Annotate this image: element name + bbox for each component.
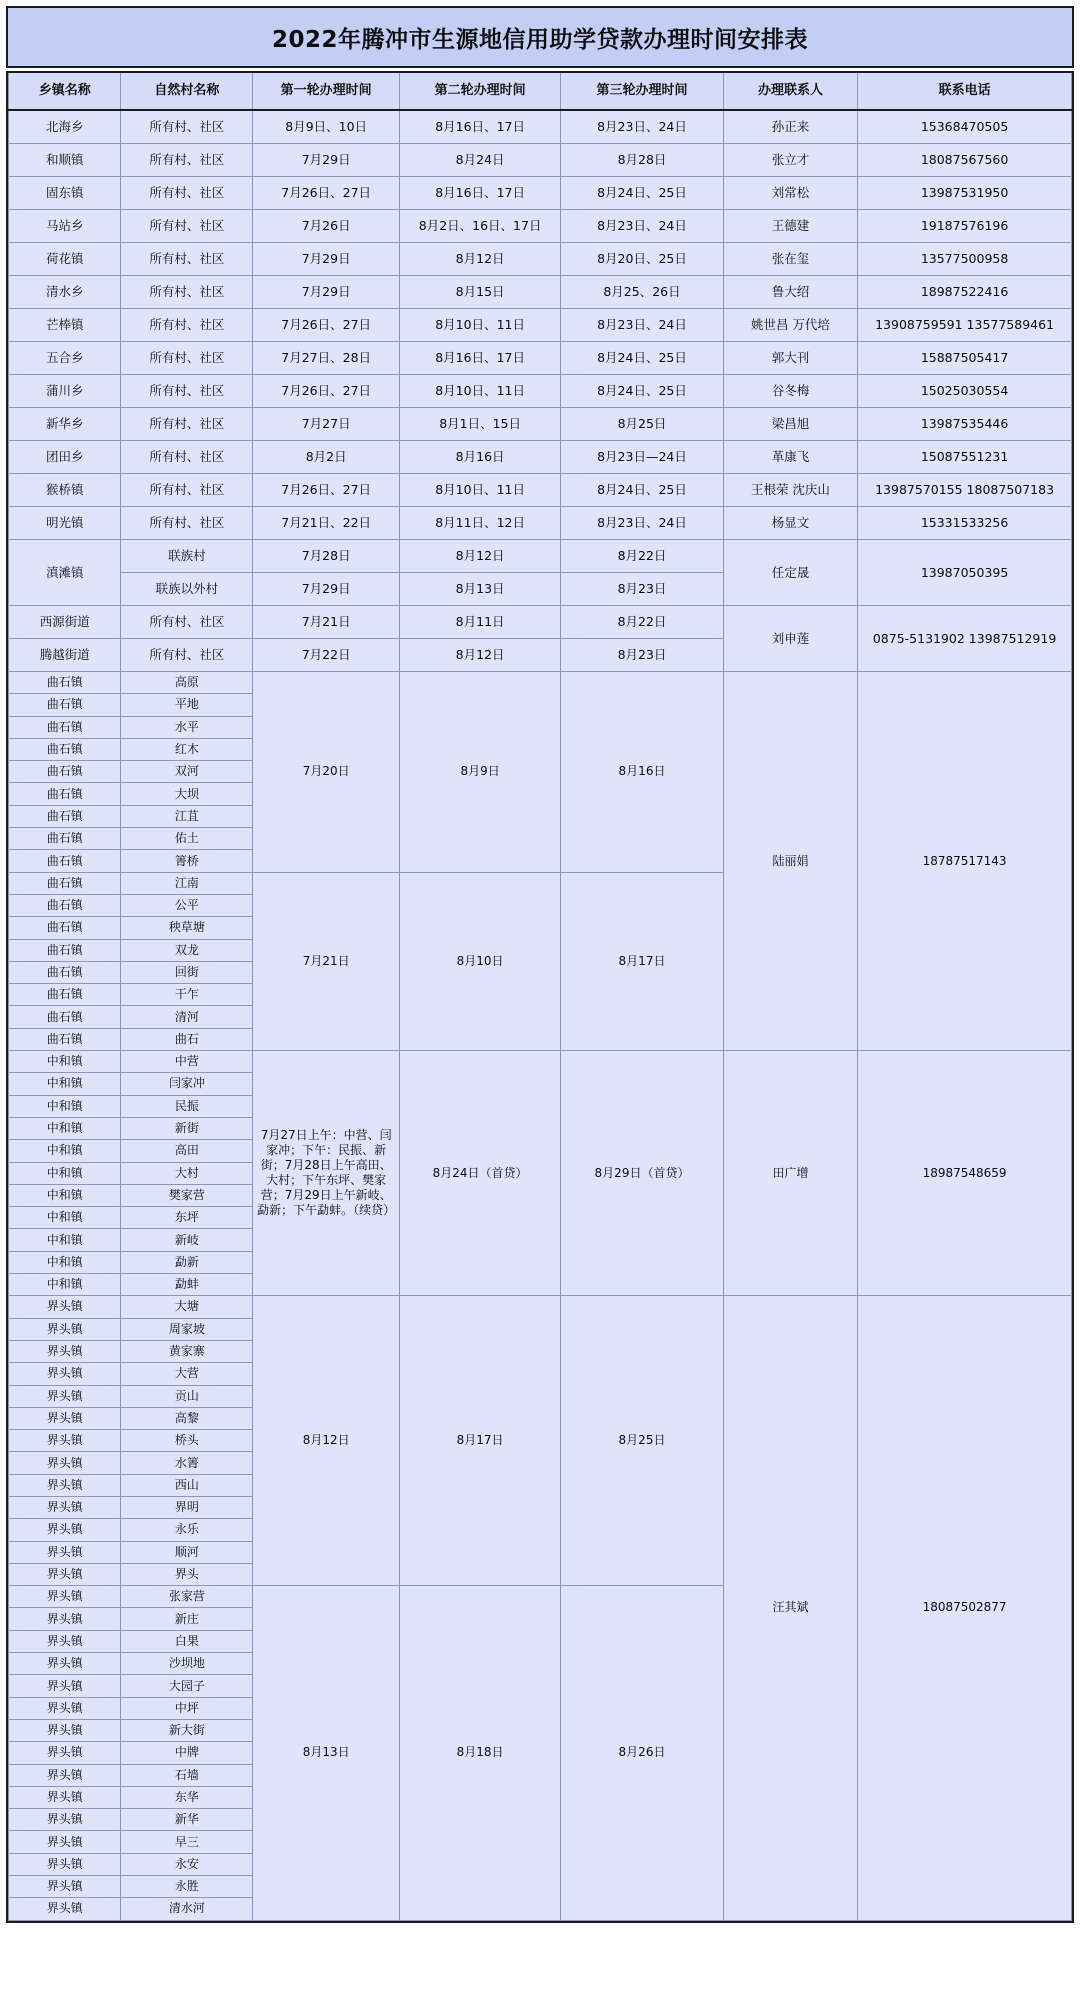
cell-round2: 8月16日、17日	[399, 177, 560, 210]
cell-round3: 8月23日、24日	[561, 309, 724, 342]
table-wrapper	[6, 71, 1074, 1923]
cell-phone: 15331533256	[858, 507, 1072, 540]
cell-village: 中坪	[121, 1697, 253, 1719]
cell-town: 界头镇	[9, 1452, 121, 1474]
column-header-phone: 联系电话	[858, 72, 1072, 110]
cell-round3: 8月23日、24日	[561, 210, 724, 243]
cell-round2: 8月13日	[399, 573, 560, 606]
cell-round2: 8月12日	[399, 243, 560, 276]
cell-village: 大园子	[121, 1675, 253, 1697]
cell-round3: 8月16日	[561, 672, 724, 873]
cell-town: 五合乡	[9, 342, 121, 375]
cell-contact: 汪其斌	[723, 1296, 857, 1920]
cell-town: 中和镇	[9, 1051, 121, 1073]
cell-round1: 7月26日、27日	[253, 375, 400, 408]
cell-town: 曲石镇	[9, 672, 121, 694]
cell-round2: 8月10日、11日	[399, 309, 560, 342]
cell-round2: 8月11日	[399, 606, 560, 639]
cell-town: 界头镇	[9, 1318, 121, 1340]
cell-town: 芒棒镇	[9, 309, 121, 342]
cell-village: 平地	[121, 694, 253, 716]
cell-round1: 7月22日	[253, 639, 400, 672]
cell-round2: 8月10日、11日	[399, 474, 560, 507]
table-row	[9, 210, 1072, 243]
cell-village: 界头	[121, 1563, 253, 1585]
cell-round1: 7月28日	[253, 540, 400, 573]
table-row	[9, 342, 1072, 375]
cell-village: 民振	[121, 1095, 253, 1117]
cell-town: 中和镇	[9, 1184, 121, 1206]
cell-round3: 8月24日、25日	[561, 474, 724, 507]
cell-village: 高黎	[121, 1407, 253, 1429]
cell-village: 新岐	[121, 1229, 253, 1251]
cell-town: 腾越街道	[9, 639, 121, 672]
cell-village: 所有村、社区	[121, 408, 253, 441]
cell-phone: 15368470505	[858, 110, 1072, 144]
cell-town: 曲石镇	[9, 1028, 121, 1050]
cell-phone: 18087567560	[858, 144, 1072, 177]
cell-round2: 8月10日、11日	[399, 375, 560, 408]
cell-round3: 8月24日、25日	[561, 177, 724, 210]
cell-town: 界头镇	[9, 1296, 121, 1318]
cell-round3: 8月28日	[561, 144, 724, 177]
table-row	[9, 177, 1072, 210]
cell-village: 永安	[121, 1853, 253, 1875]
cell-town: 界头镇	[9, 1340, 121, 1362]
cell-round3: 8月23日—24日	[561, 441, 724, 474]
cell-village: 张家营	[121, 1586, 253, 1608]
cell-village: 联族村	[121, 540, 253, 573]
cell-village: 白果	[121, 1630, 253, 1652]
cell-village: 所有村、社区	[121, 243, 253, 276]
cell-town: 蒲川乡	[9, 375, 121, 408]
cell-town: 中和镇	[9, 1207, 121, 1229]
cell-town: 新华乡	[9, 408, 121, 441]
cell-town: 中和镇	[9, 1117, 121, 1139]
cell-town: 滇滩镇	[9, 540, 121, 606]
cell-town: 界头镇	[9, 1519, 121, 1541]
cell-village: 所有村、社区	[121, 342, 253, 375]
cell-round3: 8月23日、24日	[561, 110, 724, 144]
cell-village: 新庄	[121, 1608, 253, 1630]
cell-round2: 8月10日	[399, 872, 560, 1050]
cell-town: 清水乡	[9, 276, 121, 309]
cell-round2: 8月17日	[399, 1296, 560, 1586]
cell-round1: 7月29日	[253, 243, 400, 276]
cell-town: 和顺镇	[9, 144, 121, 177]
table-row	[9, 408, 1072, 441]
cell-town: 曲石镇	[9, 828, 121, 850]
cell-village: 红木	[121, 738, 253, 760]
cell-village: 所有村、社区	[121, 309, 253, 342]
cell-town: 曲石镇	[9, 716, 121, 738]
cell-round2: 8月24日	[399, 144, 560, 177]
cell-village: 高原	[121, 672, 253, 694]
cell-village: 干乍	[121, 984, 253, 1006]
cell-round1: 8月12日	[253, 1296, 400, 1586]
cell-round3: 8月22日	[561, 540, 724, 573]
cell-town: 界头镇	[9, 1363, 121, 1385]
cell-village: 清水河	[121, 1898, 253, 1920]
cell-town: 曲石镇	[9, 984, 121, 1006]
cell-village: 永乐	[121, 1519, 253, 1541]
cell-round1: 7月29日	[253, 573, 400, 606]
cell-village: 水箐	[121, 1452, 253, 1474]
cell-village: 新大街	[121, 1719, 253, 1741]
cell-village: 勐新	[121, 1251, 253, 1273]
cell-village: 石墙	[121, 1764, 253, 1786]
cell-town: 曲石镇	[9, 939, 121, 961]
cell-village: 所有村、社区	[121, 375, 253, 408]
column-header-town: 乡镇名称	[9, 72, 121, 110]
cell-village: 佑土	[121, 828, 253, 850]
cell-village: 所有村、社区	[121, 210, 253, 243]
table-header	[9, 72, 1072, 110]
cell-town: 界头镇	[9, 1764, 121, 1786]
cell-village: 界明	[121, 1496, 253, 1518]
cell-village: 大村	[121, 1162, 253, 1184]
cell-round2: 8月15日	[399, 276, 560, 309]
cell-town: 中和镇	[9, 1095, 121, 1117]
cell-round2: 8月2日、16日、17日	[399, 210, 560, 243]
cell-contact: 田广增	[723, 1051, 857, 1296]
table-row	[9, 243, 1072, 276]
cell-town: 马站乡	[9, 210, 121, 243]
cell-town: 荷花镇	[9, 243, 121, 276]
cell-contact: 刘申莲	[723, 606, 857, 672]
cell-town: 界头镇	[9, 1385, 121, 1407]
cell-town: 界头镇	[9, 1474, 121, 1496]
cell-contact: 孙正来	[723, 110, 857, 144]
cell-town: 界头镇	[9, 1697, 121, 1719]
cell-village: 周家坡	[121, 1318, 253, 1340]
table-row	[9, 441, 1072, 474]
cell-round3: 8月23日	[561, 573, 724, 606]
cell-contact: 王德建	[723, 210, 857, 243]
cell-town: 曲石镇	[9, 961, 121, 983]
cell-village: 曲石	[121, 1028, 253, 1050]
cell-contact: 鲁大绍	[723, 276, 857, 309]
cell-village: 西山	[121, 1474, 253, 1496]
cell-village: 永胜	[121, 1876, 253, 1898]
cell-town: 界头镇	[9, 1496, 121, 1518]
cell-town: 团田乡	[9, 441, 121, 474]
cell-phone: 13987531950	[858, 177, 1072, 210]
cell-phone: 15887505417	[858, 342, 1072, 375]
cell-village: 水平	[121, 716, 253, 738]
cell-village: 所有村、社区	[121, 110, 253, 144]
cell-phone: 15087551231	[858, 441, 1072, 474]
cell-round3: 8月22日	[561, 606, 724, 639]
cell-phone: 13908759591 13577589461	[858, 309, 1072, 342]
cell-contact: 谷冬梅	[723, 375, 857, 408]
cell-contact: 姚世昌 万代培	[723, 309, 857, 342]
cell-round1: 7月27日	[253, 408, 400, 441]
cell-phone: 0875-5131902 13987512919	[858, 606, 1072, 672]
cell-town: 界头镇	[9, 1586, 121, 1608]
cell-round2: 8月16日	[399, 441, 560, 474]
cell-town: 中和镇	[9, 1274, 121, 1296]
table-row	[9, 276, 1072, 309]
cell-town: 界头镇	[9, 1407, 121, 1429]
cell-contact: 张在玺	[723, 243, 857, 276]
cell-town: 中和镇	[9, 1251, 121, 1273]
cell-village: 箐桥	[121, 850, 253, 872]
cell-village: 所有村、社区	[121, 276, 253, 309]
cell-round1: 7月27日、28日	[253, 342, 400, 375]
cell-village: 贡山	[121, 1385, 253, 1407]
cell-village: 樊家营	[121, 1184, 253, 1206]
cell-round1: 7月21日	[253, 606, 400, 639]
cell-contact: 革康飞	[723, 441, 857, 474]
cell-town: 界头镇	[9, 1786, 121, 1808]
table-body	[9, 110, 1072, 1920]
cell-town: 曲石镇	[9, 850, 121, 872]
cell-village: 所有村、社区	[121, 177, 253, 210]
cell-village: 东华	[121, 1786, 253, 1808]
cell-round2: 8月16日、17日	[399, 110, 560, 144]
cell-village: 沙坝地	[121, 1653, 253, 1675]
table-row	[9, 309, 1072, 342]
cell-town: 明光镇	[9, 507, 121, 540]
cell-round2: 8月11日、12日	[399, 507, 560, 540]
cell-round2: 8月1日、15日	[399, 408, 560, 441]
cell-contact: 杨显文	[723, 507, 857, 540]
cell-town: 曲石镇	[9, 694, 121, 716]
cell-phone: 18987522416	[858, 276, 1072, 309]
table-row	[9, 375, 1072, 408]
table-row	[9, 1296, 1072, 1318]
cell-round2: 8月12日	[399, 540, 560, 573]
page-title: 2022年腾冲市生源地信用助学贷款办理时间安排表	[271, 26, 808, 53]
cell-village: 中牌	[121, 1742, 253, 1764]
cell-round3: 8月17日	[561, 872, 724, 1050]
schedule-table	[8, 71, 1072, 1921]
cell-village: 江南	[121, 872, 253, 894]
cell-village: 大塘	[121, 1296, 253, 1318]
cell-town: 猴桥镇	[9, 474, 121, 507]
cell-village: 秧草塘	[121, 917, 253, 939]
table-row	[9, 507, 1072, 540]
cell-town: 中和镇	[9, 1229, 121, 1251]
cell-town: 界头镇	[9, 1541, 121, 1563]
cell-phone: 13987535446	[858, 408, 1072, 441]
cell-town: 界头镇	[9, 1608, 121, 1630]
cell-village: 所有村、社区	[121, 639, 253, 672]
cell-contact: 郭大刊	[723, 342, 857, 375]
cell-round1: 8月2日	[253, 441, 400, 474]
cell-town: 界头镇	[9, 1809, 121, 1831]
cell-town: 界头镇	[9, 1853, 121, 1875]
cell-round1: 7月27日上午：中营、闫家冲；下午：民振、新街；7月28日上午高田、大村；下午东坪、樊家营；7月29日上午新岐、勐新；下午勐蚌。（续贷）	[253, 1051, 400, 1296]
cell-town: 曲石镇	[9, 872, 121, 894]
column-header-contact: 办理联系人	[723, 72, 857, 110]
cell-town: 曲石镇	[9, 894, 121, 916]
cell-town: 曲石镇	[9, 761, 121, 783]
cell-village: 黄家寨	[121, 1340, 253, 1362]
cell-contact: 任定晟	[723, 540, 857, 606]
cell-town: 曲石镇	[9, 1006, 121, 1028]
cell-phone: 18987548659	[858, 1051, 1072, 1296]
cell-town: 界头镇	[9, 1630, 121, 1652]
table-row	[9, 540, 1072, 573]
cell-village: 大营	[121, 1363, 253, 1385]
cell-round3: 8月24日、25日	[561, 375, 724, 408]
cell-village: 新华	[121, 1809, 253, 1831]
cell-town: 界头镇	[9, 1653, 121, 1675]
cell-village: 回街	[121, 961, 253, 983]
table-row	[9, 1051, 1072, 1073]
cell-round1: 7月20日	[253, 672, 400, 873]
column-header-round2: 第二轮办理时间	[399, 72, 560, 110]
cell-phone: 18087502877	[858, 1296, 1072, 1920]
cell-town: 中和镇	[9, 1140, 121, 1162]
cell-village: 东坪	[121, 1207, 253, 1229]
cell-village: 闫家冲	[121, 1073, 253, 1095]
cell-round3: 8月23日、24日	[561, 507, 724, 540]
cell-round3: 8月25日	[561, 408, 724, 441]
cell-town: 中和镇	[9, 1162, 121, 1184]
cell-round3: 8月25日	[561, 1296, 724, 1586]
cell-phone: 13987570155 18087507183	[858, 474, 1072, 507]
cell-round3: 8月29日（首贷）	[561, 1051, 724, 1296]
cell-round1: 8月9日、10日	[253, 110, 400, 144]
cell-village: 双龙	[121, 939, 253, 961]
table-row	[9, 144, 1072, 177]
cell-contact: 王根荣 沈庆山	[723, 474, 857, 507]
cell-contact: 陆丽娟	[723, 672, 857, 1051]
cell-phone: 18787517143	[858, 672, 1072, 1051]
cell-village: 所有村、社区	[121, 606, 253, 639]
cell-village: 勐蚌	[121, 1274, 253, 1296]
column-header-village: 自然村名称	[121, 72, 253, 110]
cell-village: 所有村、社区	[121, 474, 253, 507]
cell-town: 北海乡	[9, 110, 121, 144]
cell-round2: 8月24日（首贷）	[399, 1051, 560, 1296]
cell-round1: 7月26日、27日	[253, 177, 400, 210]
cell-round3: 8月20日、25日	[561, 243, 724, 276]
cell-village: 清河	[121, 1006, 253, 1028]
cell-town: 界头镇	[9, 1898, 121, 1920]
document-title-bar	[6, 6, 1074, 68]
cell-village: 公平	[121, 894, 253, 916]
cell-town: 界头镇	[9, 1719, 121, 1741]
cell-round1: 7月26日、27日	[253, 474, 400, 507]
cell-contact: 刘常松	[723, 177, 857, 210]
cell-town: 西源街道	[9, 606, 121, 639]
cell-round1: 7月26日	[253, 210, 400, 243]
cell-village: 顺河	[121, 1541, 253, 1563]
cell-village: 桥头	[121, 1430, 253, 1452]
cell-town: 界头镇	[9, 1742, 121, 1764]
cell-round1: 7月26日、27日	[253, 309, 400, 342]
cell-round3: 8月23日	[561, 639, 724, 672]
cell-town: 曲石镇	[9, 917, 121, 939]
cell-round3: 8月25、26日	[561, 276, 724, 309]
cell-village: 所有村、社区	[121, 144, 253, 177]
cell-town: 曲石镇	[9, 783, 121, 805]
cell-round1: 7月29日	[253, 144, 400, 177]
cell-round1: 7月21日、22日	[253, 507, 400, 540]
table-row	[9, 606, 1072, 639]
cell-town: 曲石镇	[9, 738, 121, 760]
cell-town: 曲石镇	[9, 805, 121, 827]
table-row	[9, 110, 1072, 144]
cell-village: 双河	[121, 761, 253, 783]
cell-round3: 8月26日	[561, 1586, 724, 1920]
cell-village: 联族以外村	[121, 573, 253, 606]
cell-town: 界头镇	[9, 1430, 121, 1452]
cell-town: 界头镇	[9, 1563, 121, 1585]
cell-phone: 13987050395	[858, 540, 1072, 606]
cell-town: 界头镇	[9, 1876, 121, 1898]
cell-village: 大坝	[121, 783, 253, 805]
cell-town: 固东镇	[9, 177, 121, 210]
cell-phone: 13577500958	[858, 243, 1072, 276]
cell-phone: 19187576196	[858, 210, 1072, 243]
cell-town: 界头镇	[9, 1831, 121, 1853]
cell-village: 早三	[121, 1831, 253, 1853]
cell-round2: 8月18日	[399, 1586, 560, 1920]
table-header-row	[9, 72, 1072, 110]
cell-round2: 8月12日	[399, 639, 560, 672]
cell-phone: 15025030554	[858, 375, 1072, 408]
cell-village: 高田	[121, 1140, 253, 1162]
cell-town: 中和镇	[9, 1073, 121, 1095]
cell-round1: 7月29日	[253, 276, 400, 309]
cell-village: 所有村、社区	[121, 441, 253, 474]
cell-village: 新街	[121, 1117, 253, 1139]
cell-round2: 8月16日、17日	[399, 342, 560, 375]
column-header-round3: 第三轮办理时间	[561, 72, 724, 110]
cell-round2: 8月9日	[399, 672, 560, 873]
cell-round1: 7月21日	[253, 872, 400, 1050]
cell-round1: 8月13日	[253, 1586, 400, 1920]
table-row	[9, 474, 1072, 507]
cell-village: 所有村、社区	[121, 507, 253, 540]
cell-contact: 张立才	[723, 144, 857, 177]
cell-village: 江苴	[121, 805, 253, 827]
cell-contact: 梁昌旭	[723, 408, 857, 441]
table-row	[9, 672, 1072, 694]
column-header-round1: 第一轮办理时间	[253, 72, 400, 110]
cell-town: 界头镇	[9, 1675, 121, 1697]
cell-village: 中营	[121, 1051, 253, 1073]
cell-round3: 8月24日、25日	[561, 342, 724, 375]
